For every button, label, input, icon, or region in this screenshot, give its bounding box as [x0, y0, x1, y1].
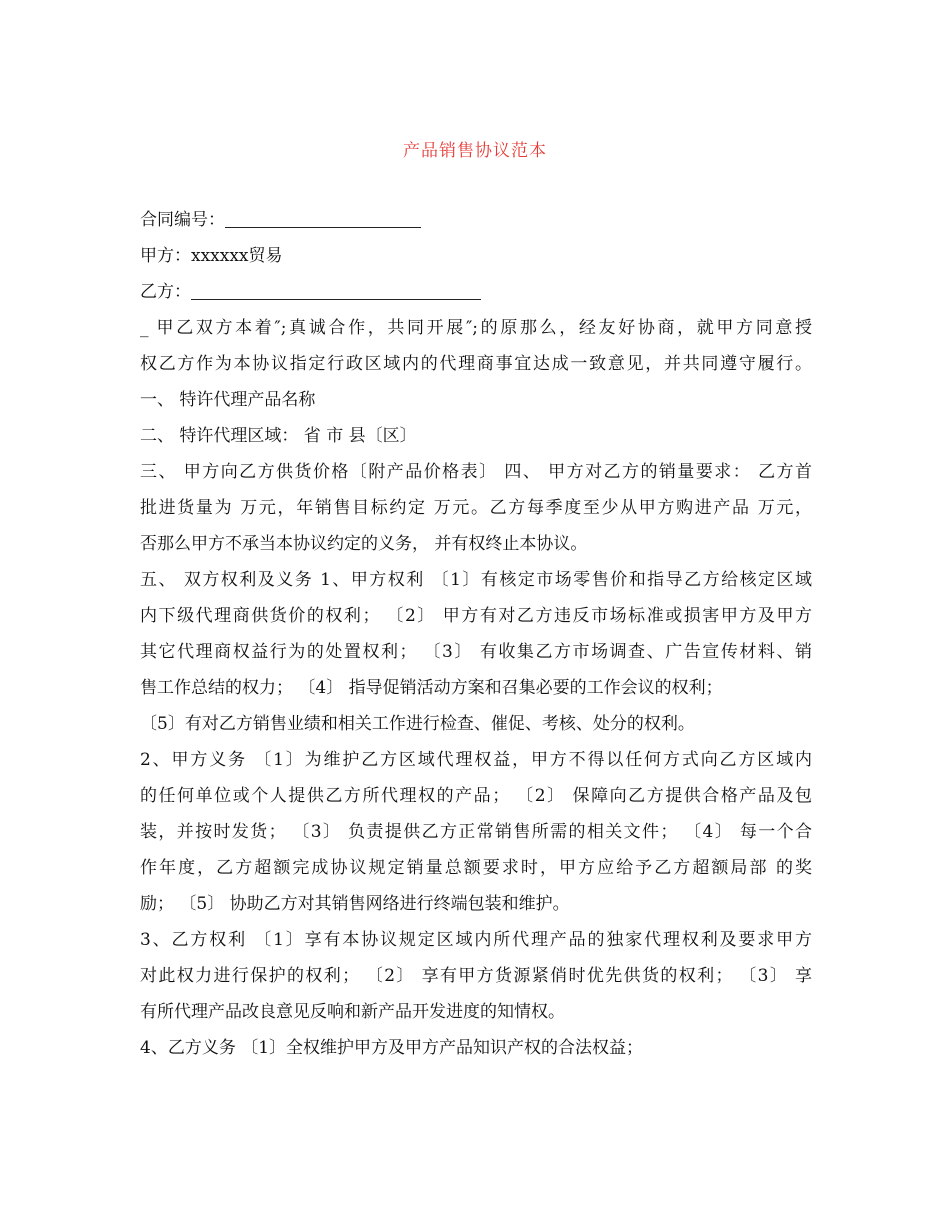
- text-line: 内下级代理商供货价的权利； 〔2〕 甲方有对乙方违反市场标准或损害甲方及甲方: [140, 606, 812, 626]
- section-heading: 二、 特许代理区域： 省 市 县〔区〕: [140, 426, 417, 446]
- text-line: 五、 双方权利及义务 1、甲方权利 〔1〕有核定市场零售价和指导乙方给核定区域: [140, 570, 812, 590]
- text-line: 其它代理商权益行为的处置权利； 〔3〕 有收集乙方市场调查、广告宣传材料、销: [140, 642, 812, 662]
- contract-number-blank: [225, 209, 421, 228]
- text-line: 批进货量为 万元，年销售目标约定 万元。乙方每季度至少从甲方购进产品 万元，: [140, 498, 812, 518]
- contract-number-label: 合同编号：: [140, 210, 225, 230]
- text-line: 的任何单位或个人提供乙方所代理权的产品； 〔2〕 保障向乙方提供合格产品及包: [140, 786, 812, 806]
- contract-number-line: [140, 202, 812, 238]
- text-line: 三、 甲方向乙方供货价格〔附产品价格表〕 四、 甲方对乙方的销量要求： 乙方首: [140, 462, 812, 482]
- text-line: 作年度，乙方超额完成协议规定销量总额要求时，甲方应给予乙方超额局部 的奖: [140, 858, 812, 878]
- text-line: 否那么甲方不承当本协议约定的义务， 并有权终止本协议。: [140, 534, 588, 554]
- document-body: [140, 202, 812, 1066]
- text-line: 2、甲方义务 〔1〕为维护乙方区域代理权益，甲方不得以任何方式向乙方区域内: [140, 750, 812, 770]
- party-b-label: 乙方：: [140, 282, 191, 302]
- text-line: 售工作总结的权力； 〔4〕 指导促销活动方案和召集必要的工作会议的权利；: [140, 678, 723, 698]
- section-heading: 一、 特许代理产品名称: [140, 390, 316, 410]
- document-title: 产品销售协议范本: [403, 141, 547, 161]
- party-b-line: [140, 274, 812, 310]
- party-a-line: 甲方：xxxxxx贸易: [140, 246, 283, 266]
- text-line: 装，并按时发货； 〔3〕 负责提供乙方正常销售所需的相关文件； 〔4〕 每一个合: [140, 822, 812, 842]
- text-line: 4、乙方义务 〔1〕全权维护甲方及甲方产品知识产权的合法权益；: [140, 1038, 644, 1058]
- text-line: 3、乙方权利 〔1〕享有本协议规定区域内所代理产品的独家代理权利及要求甲方: [140, 930, 812, 950]
- text-line: 〔5〕有对乙方销售业绩和相关工作进行检查、催促、考核、处分的权利。: [140, 714, 695, 734]
- text-line: 有所代理产品改良意见反响和新产品开发进度的知情权。: [140, 1002, 565, 1022]
- text-line: _ 甲乙双方本着″;真诚合作，共同开展″;的原那么，经友好协商，就甲方同意授: [140, 318, 812, 338]
- text-line: 对此权力进行保护的权利； 〔2〕 享有甲方货源紧俏时优先供货的权利； 〔3〕 享: [140, 966, 812, 986]
- text-line: 权乙方作为本协议指定行政区域内的代理商事宜达成一致意见，并共同遵守履行。: [140, 354, 812, 374]
- party-b-blank: [191, 281, 481, 300]
- text-line: 励； 〔5〕 协助乙方对其销售网络进行终端包装和维护。: [140, 894, 570, 914]
